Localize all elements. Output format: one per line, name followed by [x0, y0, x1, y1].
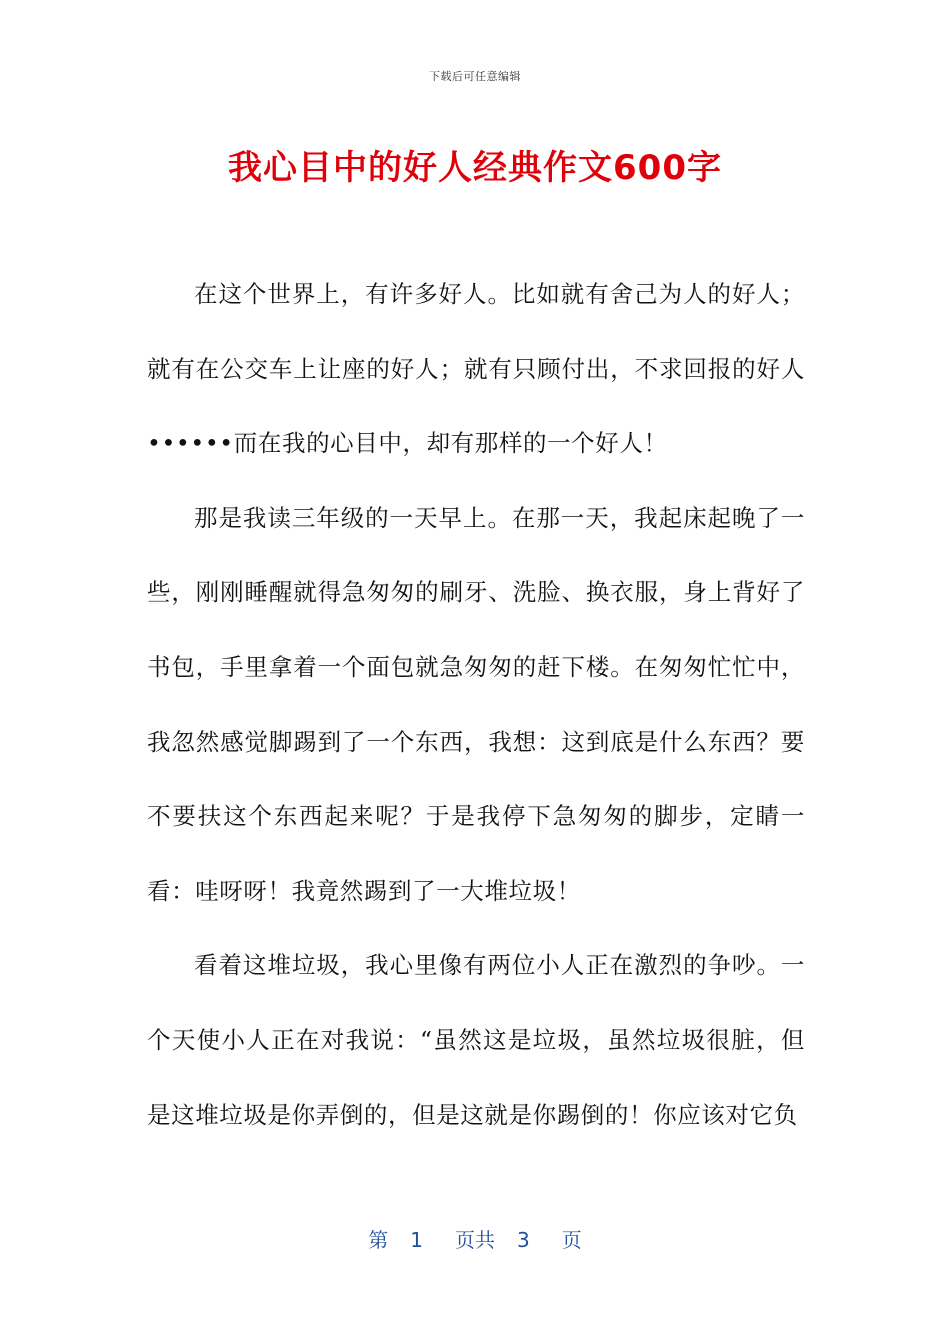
- footer-middle: 页共: [455, 1228, 495, 1252]
- document-body: [147, 257, 805, 1152]
- footer-total-pages: 3: [517, 1228, 530, 1252]
- footer-prefix: 第: [368, 1228, 389, 1252]
- document-title: 我心目中的好人经典作文600字: [228, 148, 722, 188]
- header-note: 下载后可任意编辑: [429, 70, 521, 83]
- paragraph-1: 在这个世界上，有许多好人。比如就有舍己为人的好人；就有在公交车上让座的好人；就有只顾付出，不求回报的好人••••••而在我的心目中，却有那样的一个好人！: [147, 280, 805, 458]
- footer-suffix: 页: [561, 1228, 582, 1252]
- footer-current-page: 1: [410, 1228, 423, 1252]
- page-footer: [0, 1224, 950, 1253]
- paragraph-2: 那是我读三年级的一天早上。在那一天，我起床起晚了一些，刚刚睡醒就得急匆匆的刷牙、洗脸、换衣服，身上背好了书包，手里拿着一个面包就急匆匆的赶下楼。在匆匆忙忙中，我忽然感觉脚踢到了一个东西，我想：这到底是什么东西？要不要扶这个东西起来呢？于是我停下急匆匆的脚步，定睛一看：哇呀呀！我竟然踢到了一大堆垃圾！: [147, 503, 805, 905]
- paragraph-3: 看着这堆垃圾，我心里像有两位小人正在激烈的争吵。一个天使小人正在对我说：“虽然这是垃圾，虽然垃圾很脏，但是这堆垃圾是你弄倒的，但是这就是你踢倒的！你应该对它负: [147, 951, 805, 1129]
